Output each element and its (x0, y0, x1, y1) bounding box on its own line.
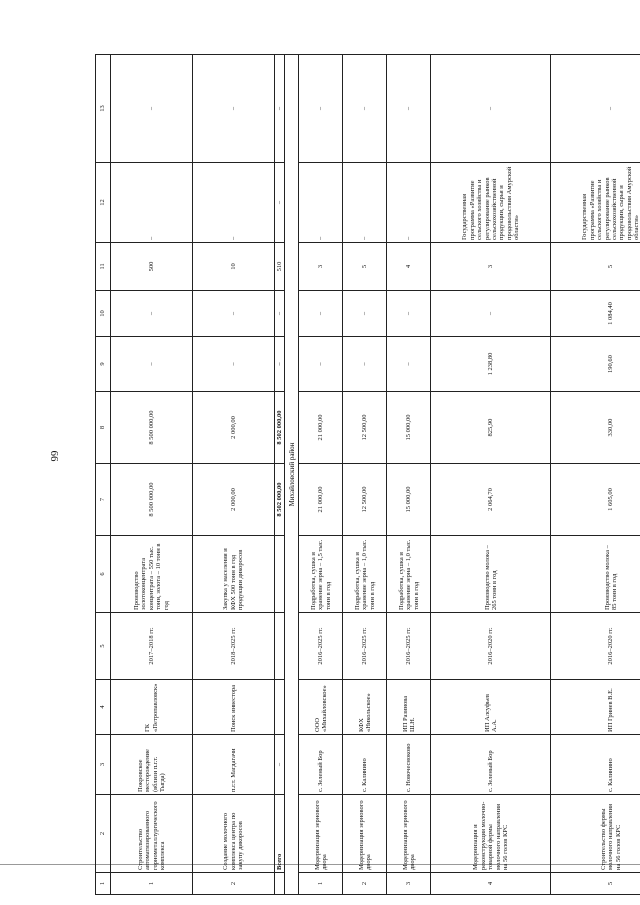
cell-investor: ИП Алсуфьев А.А. (431, 680, 551, 735)
cell-c11: 5 (551, 243, 640, 291)
cell-name: Модернизация зернового двора (299, 795, 343, 873)
cell-name: Строительство фермы молочного направления на 56 голов КРС (551, 795, 640, 873)
column-number-3: 3 (96, 735, 111, 795)
column-number-13: 13 (96, 55, 111, 163)
page-number: 66 (48, 450, 60, 462)
cell-n: 4 (431, 873, 551, 895)
cell-place: с. Новочесноково (387, 735, 431, 795)
cell-c9: – (299, 337, 343, 392)
cell-name: Создание молочного комплекса центра по закупу дикоросов (193, 795, 275, 873)
cell-investor: ООО «Михайловское» (299, 680, 343, 735)
total-c13: – (275, 55, 285, 163)
column-number-2: 2 (96, 795, 111, 873)
cell-invest: 2 000,00 (193, 392, 275, 464)
cell-c9: – (343, 337, 387, 392)
cell-cost: 21 000,00 (299, 464, 343, 536)
cell-n: 5 (551, 873, 640, 895)
total-n (275, 873, 285, 895)
cell-name: Модернизация зернового двора (343, 795, 387, 873)
cell-c11: 10 (193, 243, 275, 291)
cell-period: 2017–2018 гг. (111, 613, 193, 680)
cell-place: с. Зеленый Бор (431, 735, 551, 795)
column-number-10: 10 (96, 291, 111, 337)
cell-cost: 8 500 000,00 (111, 464, 193, 536)
cell-investor: Поиск инвестора (193, 680, 275, 735)
cell-capacity: Закупка у населения и КФХ 500 тонн в год продукции дикоросов (193, 536, 275, 613)
cell-investor: ИП Разинова Ш.Н. (387, 680, 431, 735)
cell-name: Строительство автоматизированного горнометаллургического комплекса (111, 795, 193, 873)
total-c10: – (275, 291, 285, 337)
cell-invest: 330,00 (551, 392, 640, 464)
cell-c12: – (193, 163, 275, 243)
total-name: Всего (275, 795, 285, 873)
column-number-4: 4 (96, 680, 111, 735)
rotated-page (95, 75, 640, 895)
cell-n: 2 (343, 873, 387, 895)
total-period (275, 613, 285, 680)
cell-invest: 8 500 000,00 (111, 392, 193, 464)
table-row (299, 55, 343, 895)
table-row (343, 55, 387, 895)
cell-c10: – (193, 291, 275, 337)
table-row (431, 55, 551, 895)
cell-c9: – (387, 337, 431, 392)
cell-c12: – (343, 163, 387, 243)
column-number-1: 1 (96, 873, 111, 895)
cell-c11: 500 (111, 243, 193, 291)
cell-place: с. Калинино (343, 735, 387, 795)
total-place: – (275, 735, 285, 795)
total-c9: – (275, 337, 285, 392)
total-c11: 510 (275, 243, 285, 291)
table-row (111, 55, 193, 895)
cell-c13: – (431, 55, 551, 163)
cell-cost: 2 000,00 (193, 464, 275, 536)
cell-investor: ГК «Петропавловск» (111, 680, 193, 735)
section-row (285, 55, 299, 895)
column-number-5: 5 (96, 613, 111, 680)
column-number-11: 11 (96, 243, 111, 291)
cell-c13: – (299, 55, 343, 163)
cell-place: с. Зеленый Бор (299, 735, 343, 795)
table-row (551, 55, 640, 895)
total-invest: 8 502 000,00 (275, 392, 285, 464)
cell-cost: 1 605,00 (551, 464, 640, 536)
cell-c13: – (193, 55, 275, 163)
total-c12: – (275, 163, 285, 243)
cell-c11: 4 (387, 243, 431, 291)
cell-period: 2016–2025 гг. (387, 613, 431, 680)
cell-c13: – (343, 55, 387, 163)
cell-c11: 3 (299, 243, 343, 291)
cell-c11: 5 (343, 243, 387, 291)
cell-cost: 2 064,70 (431, 464, 551, 536)
cell-place: с. Калинино (551, 735, 640, 795)
cell-c13: – (387, 55, 431, 163)
cell-invest: 12 500,00 (343, 392, 387, 464)
section-title: Михайловский район (285, 55, 299, 895)
cell-invest: 21 000,00 (299, 392, 343, 464)
column-number-9: 9 (96, 337, 111, 392)
cell-c10: 1 084,40 (551, 291, 640, 337)
cell-investor: ИП Гринев В.Е. (551, 680, 640, 735)
cell-c9: 1 238,80 (431, 337, 551, 392)
cell-c10: – (111, 291, 193, 337)
total-cost: 8 502 000,00 (275, 464, 285, 536)
cell-c13: – (551, 55, 640, 163)
column-number-12: 12 (96, 163, 111, 243)
cell-c13: – (111, 55, 193, 163)
column-numbers-row (96, 55, 111, 895)
total-row (275, 55, 285, 895)
cell-c10: – (431, 291, 551, 337)
cell-cost: 12 500,00 (343, 464, 387, 536)
cell-invest: 15 000,00 (387, 392, 431, 464)
cell-c12: Государственная программа «Развитие сельского хозяйства и регулирование рынков сельскохозяйственной продукции, сырья и продовольствия Амурской области» (551, 163, 640, 243)
table-row (193, 55, 275, 895)
cell-c10: – (387, 291, 431, 337)
cell-capacity: Производство золотоконцентрата концентрата – 550 тыс. тонн, золота – 10 тонн в год (111, 536, 193, 613)
column-number-7: 7 (96, 464, 111, 536)
cell-capacity: Производство молока – 85 тонн в год (551, 536, 640, 613)
cell-n: 1 (111, 873, 193, 895)
cell-period: 2016–2020 гг. (431, 613, 551, 680)
cell-c12: Государственная программа «Развитие сельского хозяйства и регулирование рынков сельскохозяйственной продукции, сырья и продовольствия Амурской области» (431, 163, 551, 243)
cell-n: 1 (299, 873, 343, 895)
cell-n: 2 (193, 873, 275, 895)
cell-capacity: Подработка, сушка и хранение зерна – 1,5 тыс. тонн в год (299, 536, 343, 613)
cell-capacity: Подработка, сушка и хранение зерна – 1,0 тыс. тонн в год (387, 536, 431, 613)
cell-period: 2016–2020 гг. (551, 613, 640, 680)
cell-place: п.г.т. Магдагачи (193, 735, 275, 795)
cell-capacity: Подработка, сушка и хранение зерна – 1,0 тыс. тонн в год (343, 536, 387, 613)
cell-cost: 15 000,00 (387, 464, 431, 536)
cell-name: Модернизация зернового двора (387, 795, 431, 873)
total-investor (275, 680, 285, 735)
cell-c12: – (111, 163, 193, 243)
cell-period: 2016–2025 гг. (299, 613, 343, 680)
cell-invest: 825,90 (431, 392, 551, 464)
cell-c10: – (299, 291, 343, 337)
cell-place: Покровское месторождение (вблизи п.г.т. Тыгда) (111, 735, 193, 795)
cell-investor: КФХ «Никольское» (343, 680, 387, 735)
cell-c9: 190,60 (551, 337, 640, 392)
cell-capacity: Производство молока – 265 тонн в год (431, 536, 551, 613)
cell-c10: – (343, 291, 387, 337)
cell-c12: – (387, 163, 431, 243)
column-number-8: 8 (96, 392, 111, 464)
cell-c9: – (193, 337, 275, 392)
investment-table (95, 54, 640, 895)
cell-c9: – (111, 337, 193, 392)
cell-n: 3 (387, 873, 431, 895)
cell-period: 2018–2025 гг. (193, 613, 275, 680)
cell-c11: 3 (431, 243, 551, 291)
cell-name: Модернизация и реконструкция молочно-товарной фермы молочного направления на 56 голов КРС (431, 795, 551, 873)
cell-c12: – (299, 163, 343, 243)
cell-period: 2016–2025 гг. (343, 613, 387, 680)
total-capacity (275, 536, 285, 613)
table-row (387, 55, 431, 895)
column-number-6: 6 (96, 536, 111, 613)
